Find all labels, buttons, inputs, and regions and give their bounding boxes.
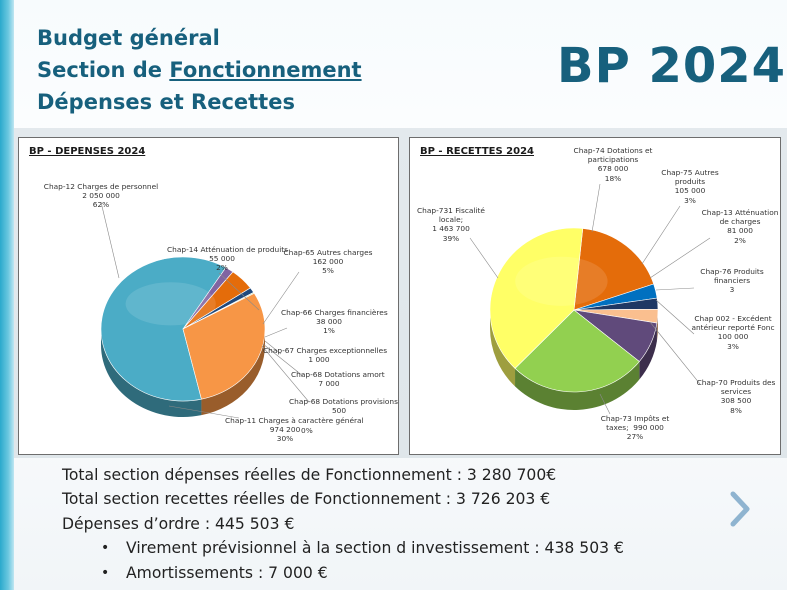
title-line-2-underlined: Fonctionnement	[169, 58, 362, 82]
next-slide-arrow-icon[interactable]	[728, 488, 752, 530]
bullet-dot: •	[101, 540, 110, 557]
recettes-leader-1	[642, 206, 680, 264]
bp-year-title: BP 2024	[557, 38, 787, 94]
depenses-label-1: Chap-14 Atténuation de produits 55 000 2%	[167, 245, 289, 273]
title-line-1: Budget général	[37, 26, 220, 50]
title-line-2-prefix: Section de	[37, 58, 170, 82]
summary-depenses-total: Total section dépenses réelles de Fonctionnement : 3 280 700€	[62, 466, 557, 484]
summary-block	[62, 463, 624, 585]
depenses-label-5: Chap-68 Dotations amort 7 000	[291, 370, 385, 389]
depenses-label-0: Chap-12 Charges de personnel 2 050 000 62%	[43, 182, 159, 210]
recettes-label-2: Chap-13 Atténuation de charges 81 000 2%	[701, 208, 779, 245]
pie-gloss-1	[515, 257, 607, 306]
recettes-chart	[409, 137, 781, 455]
recettes-leader-0	[592, 184, 600, 232]
title-line-3: Dépenses et Recettes	[37, 90, 295, 114]
depenses-leader-0	[101, 202, 119, 278]
depenses-label-zero: 0%	[301, 426, 313, 435]
left-accent-bar	[0, 0, 14, 590]
summary-bullet-virement-text: Virement prévisionnel à la section d investissement : 438 503 €	[126, 539, 624, 558]
recettes-label-6: Chap-73 Impôts et taxes; 990 000 27%	[600, 414, 670, 442]
recettes-label-3: Chap-76 Produits financiers 3	[700, 267, 764, 295]
recettes-leader-7	[470, 238, 498, 278]
depenses-label-6: Chap-68 Dotations provisions 500	[289, 397, 398, 416]
bullet-dot: •	[101, 564, 110, 581]
depenses-label-7: Chap-11 Charges à caractère général 974 200 30%	[225, 416, 364, 444]
depenses-chart	[18, 137, 399, 455]
depenses-chart-title: BP - DEPENSES 2024	[29, 146, 146, 157]
summary-bullets	[62, 536, 624, 585]
summary-bullet-amortissements	[62, 561, 624, 585]
recettes-label-7: Chap-731 Fiscalité locale; 1 463 700 39%	[417, 206, 485, 243]
recettes-label-5: Chap-70 Produits des services 308 500 8%	[696, 378, 776, 415]
summary-depenses-ordre: Dépenses d’ordre : 445 503 €	[62, 514, 295, 533]
page-title	[37, 22, 362, 118]
summary-recettes-total: Total section recettes réelles de Fonctionnement : 3 726 203 €	[62, 490, 551, 509]
depenses-label-3: Chap-66 Charges financières 38 000 1%	[281, 308, 388, 336]
recettes-label-4: Chap 002 - Excédent antérieur reporté Fonc 100 000 3%	[691, 314, 775, 351]
recettes-leader-3	[656, 288, 694, 290]
pie-gloss-0	[126, 282, 216, 325]
recettes-label-0: Chap-74 Dotations et participations 678 000 18%	[573, 146, 653, 183]
recettes-label-1: Chap-75 Autres produits 105 000 3%	[661, 168, 719, 205]
recettes-chart-title: BP - RECETTES 2024	[420, 146, 534, 157]
title-line-2	[37, 54, 362, 86]
recettes-leader-4	[656, 300, 694, 334]
depenses-label-4: Chap-67 Charges exceptionnelles 1 000	[263, 346, 388, 365]
summary-bullet-virement	[62, 536, 624, 560]
depenses-label-2: Chap-65 Autres charges 162 000 5%	[283, 248, 373, 276]
summary-bullet-amortissements-text: Amortissements : 7 000 €	[126, 563, 328, 582]
